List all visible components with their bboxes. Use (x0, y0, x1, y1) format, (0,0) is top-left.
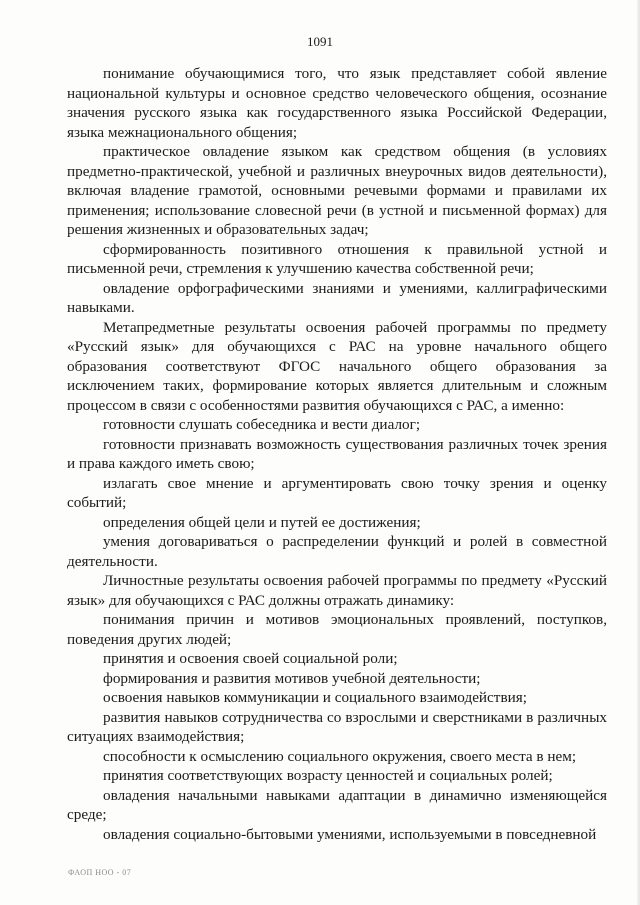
list-item: способности к осмыслению социального окружения, своего места в нем; (103, 747, 577, 765)
list-item: принятия соответствующих возрасту ценностей и социальных ролей; (103, 767, 553, 784)
list-item: определения общей цели и путей ее достижения; (103, 513, 421, 531)
list-item: овладения социально-бытовыми умениями, используемыми в повседневной (103, 825, 597, 843)
list-item: понимания причин и мотивов эмоциональных проявлений, поступков, поведения других людей; (67, 611, 607, 648)
list-item: овладения начальными навыками адаптации в динамично изменяющейся среде; (67, 786, 607, 823)
list-item: принятия и освоения своей социальной роли; (103, 650, 398, 667)
list-item: готовности слушать собеседника и вести диалог; (103, 416, 421, 433)
list-item: умения договариваться о распределении функций и ролей в совместной деятельности. (67, 533, 607, 570)
paragraph: практическое овладение языком как средством общения (в условиях предметно-практической, учебной и различных внеурочных видов деятельности), включая владение грамотой, основными речевыми формами и правилами их применения; использование словесной речи (в устной и письменной формах) для решения жизненных и образовательных задач; (67, 143, 607, 238)
paragraph: сформированность позитивного отношения к правильной устной и письменной речи, стремления к улучшению качества собственной речи; (67, 240, 607, 277)
list-item: формирования и развития мотивов учебной деятельности; (103, 669, 481, 687)
list-item: освоения навыков коммуникации и социального взаимодействия; (103, 689, 527, 706)
paragraph: Метапредметные результаты освоения рабочей программы по предмету «Русский язык» для обучающихся с РАС на уровне начального общего образования соответствуют ФГОС начального общего образования за исключением таких, формирование которых является длительным и сложным процессом в связи с особенностями развития обучающихся с РАС, а именно: (67, 318, 607, 414)
list-item: развития навыков сотрудничества со взрослыми и сверстниками в различных ситуациях взаимодействия; (67, 708, 607, 745)
list-item: готовности признавать возможность существования различных точек зрения и права каждого иметь свою; (67, 435, 607, 472)
document-body (67, 64, 607, 844)
list-item: излагать свое мнение и аргументировать свою точку зрения и оценку событий; (67, 474, 607, 511)
paragraph: понимание обучающимися того, что язык представляет собой явление национальной культуры и основное средство человеческого общения, осознание значения русского языка как государственного языка Российской Федерации, языка межнационального общения; (67, 65, 607, 141)
paragraph: Личностные результаты освоения рабочей программы по предмету «Русский язык» для обучающихся с РАС должны отражать динамику: (67, 572, 607, 609)
document-footer-code: ФАОП НОО - 07 (68, 868, 132, 877)
paragraph: овладение орфографическими знаниями и умениями, каллиграфическими навыками. (67, 279, 607, 316)
page-number: 1091 (307, 34, 333, 49)
